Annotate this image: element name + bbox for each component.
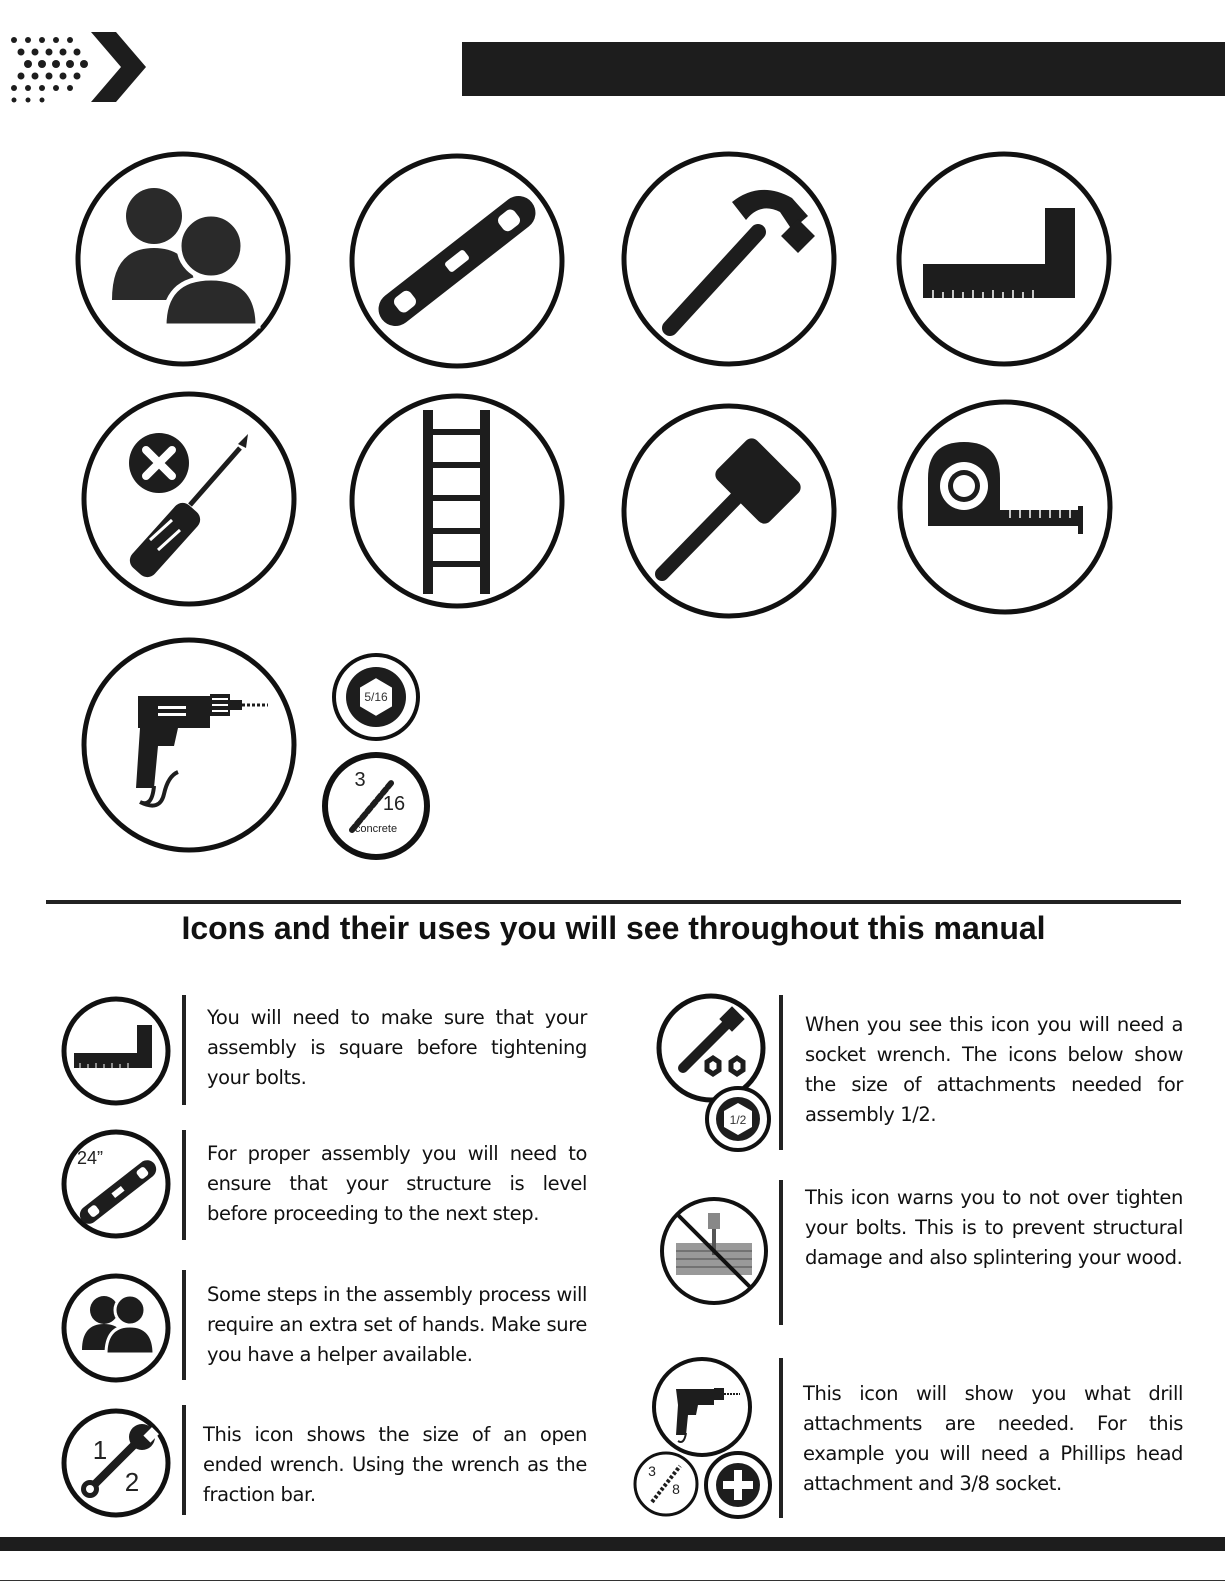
level-desc-icon	[60, 1128, 172, 1240]
tape-measure-icon	[896, 398, 1114, 616]
divider-bar	[182, 1270, 186, 1380]
phillips-head-icon	[703, 1450, 773, 1520]
square-description: You will need to make sure that your assembly is square before tightening your bolts.	[207, 1006, 587, 1089]
divider-bar	[182, 995, 186, 1105]
no-screwdriver-icon	[80, 390, 298, 608]
level-description: For proper assembly you will need to ensure that your structure is level before proceeding to the next step.	[207, 1142, 587, 1225]
drill-bit-numerator: 3	[648, 1463, 656, 1479]
footer-line	[0, 1580, 1225, 1581]
square-desc-icon	[60, 995, 172, 1107]
drill-description: This icon will show you what drill attachments are needed. For this example you will need a Phillips head attachment and 3/8 socket.	[803, 1382, 1183, 1495]
concrete-bit-icon	[320, 750, 432, 862]
socket-size-desc-label: 1/2	[729, 1113, 747, 1127]
socket-size-desc-icon	[704, 1085, 772, 1153]
divider-bar	[779, 995, 783, 1150]
ladder-icon	[348, 392, 566, 610]
section-rule	[46, 900, 1181, 904]
carpenter-square-icon	[895, 150, 1113, 368]
bit-denominator: 16	[382, 793, 406, 815]
mallet-icon	[620, 402, 838, 620]
helper-desc-icon	[60, 1272, 172, 1384]
drill-desc-icon	[650, 1355, 754, 1459]
header-bar	[462, 42, 1225, 96]
divider-bar	[182, 1405, 186, 1515]
level-size-label: 24”	[76, 1148, 104, 1168]
wrench-description: This icon shows the size of an open ended wrench. Using the wrench as the fraction bar.	[203, 1423, 587, 1506]
no-overtighten-desc-icon	[658, 1195, 770, 1307]
socket-description: When you see this icon you will need a socket wrench. The icons below show the size of attachments needed for assembly 1/2.	[805, 1013, 1183, 1126]
socket-size-label: 5/16	[364, 690, 388, 704]
logo	[6, 30, 146, 110]
helper-description: Some steps in the assembly process will require an extra set of hands. Make sure you have a helper available.	[207, 1283, 587, 1366]
level-icon	[348, 152, 566, 370]
divider-bar	[182, 1130, 186, 1240]
drill-bit-desc-icon	[632, 1450, 700, 1518]
bit-numerator: 3	[354, 769, 366, 791]
divider-bar	[779, 1358, 783, 1518]
wrench-desc-icon	[60, 1407, 172, 1519]
footer-bar	[0, 1537, 1225, 1551]
drill-bit-denominator: 8	[672, 1481, 680, 1497]
divider-bar	[779, 1180, 783, 1325]
wrench-numerator: 1	[92, 1435, 108, 1465]
helpers-icon	[74, 150, 292, 368]
claw-hammer-icon	[620, 150, 838, 368]
overtighten-description: This icon warns you to not over tighten your bolts. This is to prevent structural damage and also splintering your wood.	[805, 1186, 1183, 1269]
wrench-denominator: 2	[124, 1467, 140, 1497]
section-title: Icons and their uses you will see throughout this manual	[181, 910, 1046, 946]
bit-material: concrete	[354, 823, 398, 835]
socket-size-icon	[330, 651, 422, 743]
chevron-dots-logo-icon	[6, 30, 146, 110]
drill-icon	[80, 636, 298, 854]
